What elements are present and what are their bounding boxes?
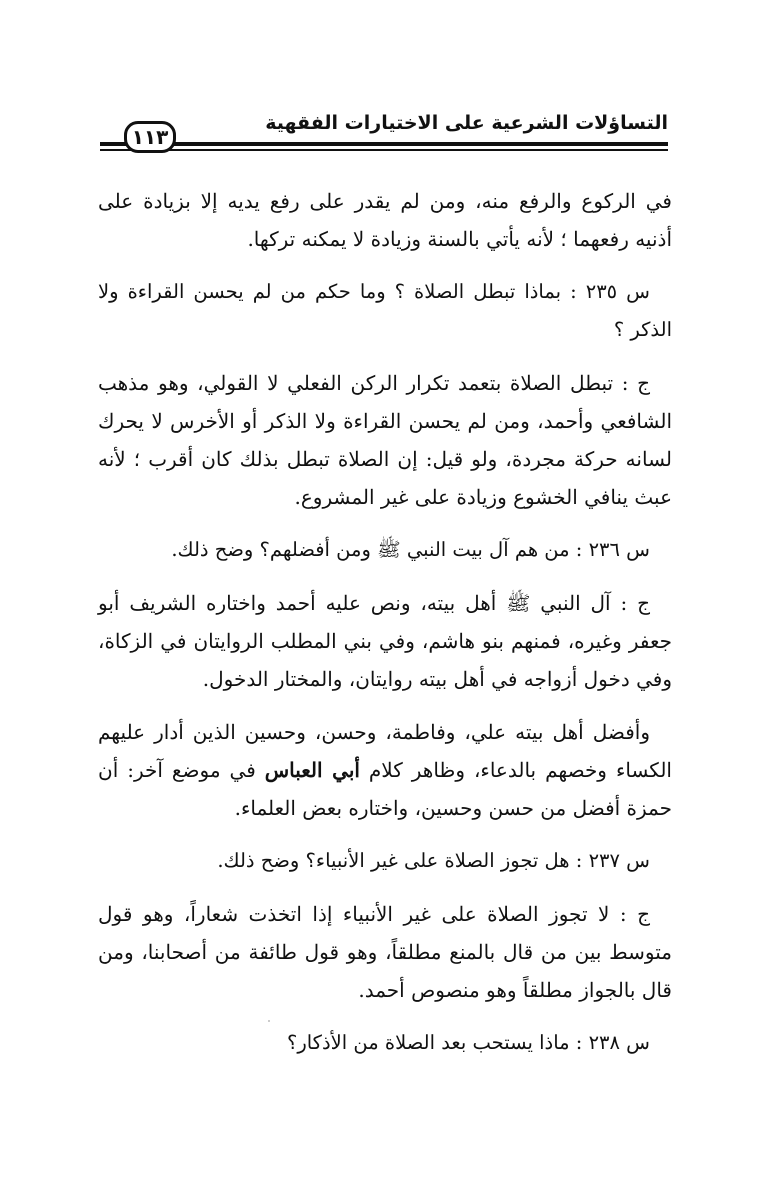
running-title: التساؤلات الشرعية على الاختيارات الفقهية bbox=[265, 112, 668, 134]
answer-236 bbox=[98, 584, 672, 698]
page-header bbox=[100, 108, 668, 158]
question-text: س ٢٣٦ : من هم آل بيت النبي ﷺ ومن أفضلهم؟ وضح ذلك. bbox=[171, 538, 650, 561]
answer-235 bbox=[98, 364, 672, 516]
question-238 bbox=[98, 1024, 672, 1062]
question-text: س ٢٣٧ : هل تجوز الصلاة على غير الأنبياء؟ وضح ذلك. bbox=[217, 849, 650, 872]
paragraph-text-part: وأفضل أهل بيته علي، وفاطمة، وحسن، وحسين الذين أدار عليهم الكساء وخصهم بالدعاء، وظاهر كلام bbox=[98, 720, 672, 782]
question-235 bbox=[98, 273, 672, 349]
page-number: ١١٣ bbox=[124, 121, 176, 153]
scan-speck bbox=[268, 1020, 270, 1022]
bold-name-abu-al-abbas: أبي العباس bbox=[264, 758, 360, 782]
question-236 bbox=[98, 531, 672, 569]
answer-237 bbox=[98, 895, 672, 1009]
question-text: س ٢٣٨ : ماذا يستحب بعد الصلاة من الأذكار؟ bbox=[286, 1031, 650, 1054]
question-text: س ٢٣٥ : بماذا تبطل الصلاة ؟ وما حكم من لم يحسن القراءة ولا الذكر ؟ bbox=[98, 280, 672, 341]
paragraph-text-part: في موضع آخر: أن حمزة أفضل من حسن وحسين، واختاره بعض العلماء. bbox=[98, 758, 672, 820]
question-237 bbox=[98, 842, 672, 880]
answer-text: ج : آل النبي ﷺ أهل بيته، ونص عليه أحمد واختاره الشريف أبو جعفر وغيره، فمنهم بنو هاشم، وفي بني المطلب الروايتان في الزكاة، وفي دخول أزواجه في أهل بيته روايتان، والمختار الدخول. bbox=[98, 591, 672, 691]
header-rule-thin bbox=[100, 149, 668, 151]
page-body bbox=[98, 182, 672, 1077]
answer-text: ج : لا تجوز الصلاة على غير الأنبياء إذا اتخذت شعاراً، وهو قول متوسط بين من قال بالمنع مطلقاً، وهو قول طائفة من أصحابنا، ومن قال بالجواز مطلقاً وهو منصوص أحمد. bbox=[98, 902, 672, 1002]
answer-text: ج : تبطل الصلاة بتعمد تكرار الركن الفعلي لا القولي، وهو مذهب الشافعي وأحمد، ومن لم يحسن القراءة ولا الذكر أو الأخرس لا يحرك لسانه حركة مجردة، ولو قيل: إن الصلاة تبطل بذلك كان أقرب ؛ لأنه عبث ينافي الخشوع وزيادة على غير المشروع. bbox=[98, 371, 672, 509]
answer-236-continued bbox=[98, 713, 672, 827]
header-rule-thick bbox=[100, 142, 668, 146]
paragraph-text: في الركوع والرفع منه، ومن لم يقدر على رفع يديه إلا بزيادة على أذنيه رفعهما ؛ لأنه يأتي بالسنة وزيادة لا يمكنه تركها. bbox=[98, 189, 672, 251]
paragraph-continuation bbox=[98, 182, 672, 258]
